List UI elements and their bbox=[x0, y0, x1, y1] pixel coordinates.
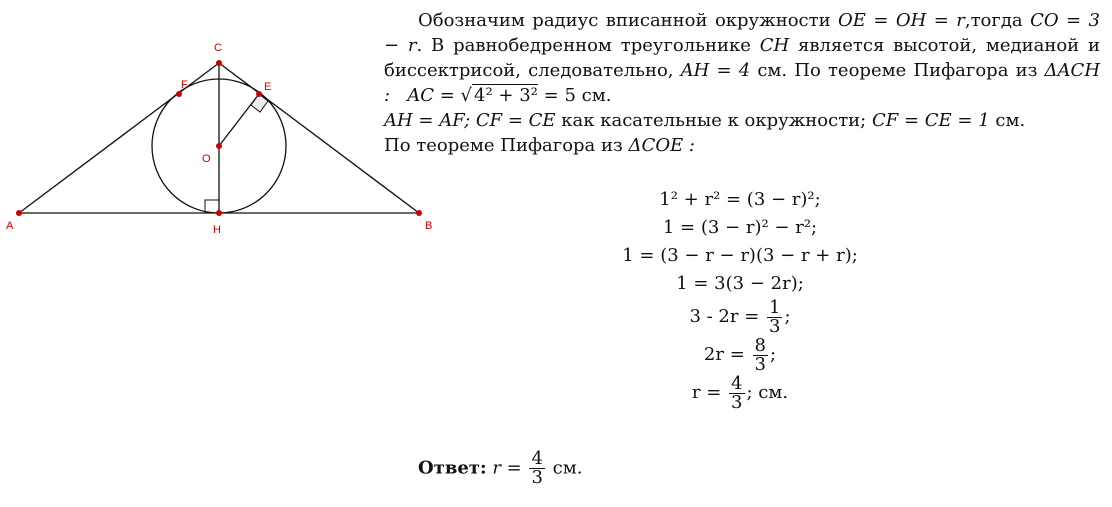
label-c: C bbox=[214, 42, 222, 54]
answer-unit: см. bbox=[546, 457, 583, 479]
math-span: AC = bbox=[407, 85, 455, 106]
equation-lhs: 3 - 2r = bbox=[689, 306, 760, 327]
label-f: F bbox=[181, 79, 188, 91]
answer-fraction bbox=[529, 450, 544, 487]
equation-end: ; см. bbox=[746, 382, 789, 403]
point-c bbox=[216, 60, 222, 66]
equation-lhs: 2r = bbox=[703, 344, 745, 365]
text-span: ,тогда bbox=[964, 10, 1031, 31]
fraction bbox=[753, 334, 768, 375]
numerator: 1 bbox=[769, 296, 781, 318]
math-span: OE = OH = r bbox=[838, 10, 965, 31]
equation-end: ; bbox=[784, 306, 791, 327]
equation-3: 1 = (3 − r − r)(3 − r + r); bbox=[622, 245, 858, 266]
point-f bbox=[176, 91, 182, 97]
equation-lhs: r = bbox=[691, 382, 722, 403]
denominator: 3 bbox=[731, 391, 743, 413]
text-span: см. bbox=[989, 110, 1026, 131]
numerator: 4 bbox=[731, 372, 743, 394]
math-span: CF = CE = 1 bbox=[871, 110, 990, 131]
math-span: AH = AF; CF = CE bbox=[384, 110, 556, 131]
text-span: является высотой, медианой и биссектрисой, следовательно, bbox=[384, 35, 1100, 81]
solution-text bbox=[384, 8, 1100, 158]
point-e bbox=[256, 91, 262, 97]
text-span: см. По теореме Пифагора из bbox=[750, 60, 1045, 81]
point-o bbox=[216, 143, 222, 149]
equation-6 bbox=[560, 336, 920, 374]
answer-line bbox=[418, 450, 582, 487]
equation-7 bbox=[560, 374, 920, 412]
label-a: A bbox=[6, 220, 14, 232]
equation-block bbox=[560, 186, 920, 412]
text-span: . В равнобедренном треугольнике bbox=[416, 35, 760, 56]
math-span: CH bbox=[759, 35, 790, 56]
label-o: O bbox=[202, 153, 211, 165]
equation-4: 1 = 3(3 − 2r); bbox=[676, 273, 804, 294]
answer-lhs: r = bbox=[492, 457, 522, 479]
math-span: AH = 4 bbox=[680, 60, 751, 81]
numerator: 4 bbox=[531, 448, 543, 469]
math-span: CO = 3 − r bbox=[384, 10, 1101, 56]
point-b bbox=[416, 210, 422, 216]
point-a bbox=[16, 210, 22, 216]
paragraph-3 bbox=[384, 133, 1100, 158]
label-e: E bbox=[264, 81, 272, 93]
fraction bbox=[729, 372, 744, 413]
math-span: ΔACH : bbox=[384, 60, 1101, 106]
paragraph-2 bbox=[384, 108, 1100, 133]
paragraph-1: Обозначим радиус вписанной окружности OE = OH = r,тогда CO = 3 − r. В равнобедренном треугольнике CH является высотой, медианой и биссектрисой, следовательно, AH = 4 см. По теореме Пифагора из ΔACH : AC = √ 4² + 3² = 5 см. bbox=[384, 10, 1101, 106]
denominator: 3 bbox=[531, 467, 543, 488]
equation-2: 1 = (3 − r)² − r²; bbox=[662, 217, 818, 238]
answer-label: Ответ: bbox=[418, 457, 487, 479]
text-span: По теореме Пифагора из bbox=[384, 135, 629, 156]
label-h: H bbox=[213, 224, 221, 236]
equation-5 bbox=[560, 298, 920, 336]
numerator: 8 bbox=[754, 334, 766, 356]
math-span: = 5 bbox=[543, 85, 576, 106]
text-span: как касательные к окружности; bbox=[555, 110, 872, 131]
sqrt-expression: 4² + 3² bbox=[474, 85, 538, 106]
fraction bbox=[767, 296, 782, 337]
point-h bbox=[216, 210, 222, 216]
equation-1: 1² + r² = (3 − r)²; bbox=[659, 189, 821, 210]
label-b: B bbox=[425, 220, 433, 232]
math-span: ΔCOE : bbox=[628, 135, 696, 156]
text-span: см. bbox=[575, 85, 612, 106]
equation-end: ; bbox=[769, 344, 777, 365]
text-span: Обозначим радиус вписанной окружности bbox=[418, 10, 839, 31]
denominator: 3 bbox=[754, 353, 766, 375]
denominator: 3 bbox=[769, 315, 781, 337]
